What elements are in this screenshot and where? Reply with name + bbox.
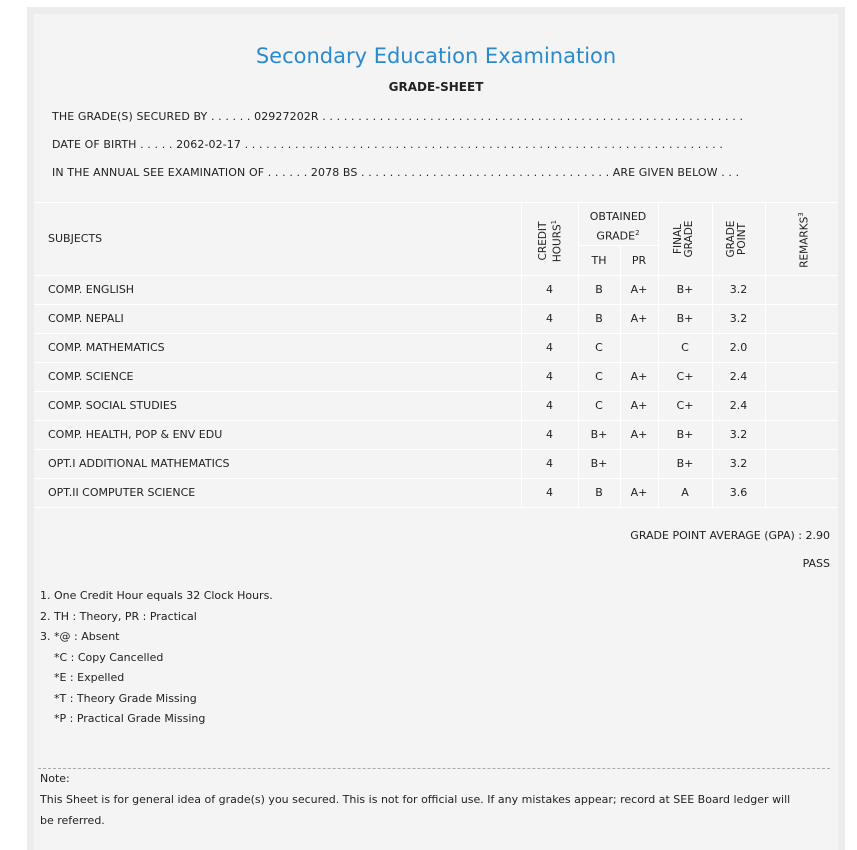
header-final-grade: FINAL GRADE: [672, 220, 695, 258]
cell-th: C: [595, 370, 603, 383]
cell-gp: 3.6: [729, 486, 748, 499]
footnote-line: *T : Theory Grade Missing: [40, 691, 197, 705]
row-border: [34, 420, 838, 421]
cell-credit: 4: [546, 370, 553, 383]
footnote-line: 3. *@ : Absent: [40, 630, 120, 643]
cell-gp: 2.0: [729, 341, 748, 354]
header-grade-point: GRADE POINT: [725, 220, 748, 258]
cell-final: A: [681, 486, 689, 499]
footnote-line: *E : Expelled: [40, 671, 125, 684]
cell-pr: A+: [630, 399, 648, 412]
note-line-2: be referred.: [40, 814, 105, 827]
cell-gp: 3.2: [729, 312, 748, 325]
cell-subject: OPT.I ADDITIONAL MATHEMATICS: [48, 457, 230, 470]
header-pr: PR: [631, 254, 647, 267]
note-line-1: This Sheet is for general idea of grade(s) you secured. This is not for official use. If any mistakes appear; record at SEE Board ledger will: [40, 793, 791, 806]
cell-subject: COMP. MATHEMATICS: [48, 341, 165, 354]
cell-th: B: [595, 486, 603, 499]
cell-final: B+: [676, 312, 694, 325]
footnote-line: 2. TH : Theory, PR : Practical: [40, 609, 197, 623]
cell-credit: 4: [546, 399, 553, 412]
cell-th: B+: [590, 428, 608, 441]
row-border: [34, 362, 838, 363]
exam-line: IN THE ANNUAL SEE EXAMINATION OF . . . . . . 2078 BS . . . . . . . . . . . . . . . . . . . . . . . . . . . . . . . . . . . ARE GIVEN BELOW . . .: [52, 166, 740, 179]
cell-pr: A+: [630, 283, 648, 296]
cell-credit: 4: [546, 457, 553, 470]
row-border: [34, 304, 838, 305]
obtained-grade-divider: [578, 245, 658, 246]
cell-gp: 2.4: [729, 370, 748, 383]
table-top-border: [34, 202, 838, 203]
gpa-text: GRADE POINT AVERAGE (GPA) : 2.90: [630, 529, 830, 542]
note-label: Note:: [40, 772, 70, 785]
header-credit-hours: CREDIT HOURS$^1$: [537, 219, 564, 263]
cell-th: B: [595, 283, 603, 296]
cell-final: B+: [676, 428, 694, 441]
secured-by-line: THE GRADE(S) SECURED BY . . . . . . 02927202R . . . . . . . . . . . . . . . . . . . . . . . . . . . . . . . . . . . . . . . . . . . . . . . . . . . . . . . . . . .: [52, 110, 744, 123]
cell-final: B+: [676, 457, 694, 470]
cell-subject: OPT.II COMPUTER SCIENCE: [48, 486, 196, 499]
note-separator: [38, 768, 830, 769]
cell-final: C: [681, 341, 689, 354]
row-border: [34, 391, 838, 392]
header-remarks: REMARKS$^3$: [797, 212, 811, 268]
cell-pr: A+: [630, 312, 648, 325]
footnote-line: *C : Copy Cancelled: [40, 650, 164, 664]
dob-line: DATE OF BIRTH . . . . . 2062-02-17 . . . . . . . . . . . . . . . . . . . . . . . . . . . . . . . . . . . . . . . . . . . . . . . . . . . . . . . . . . . . . . . . . . .: [52, 138, 723, 151]
result-text: PASS: [802, 557, 830, 570]
cell-subject: COMP. SOCIAL STUDIES: [48, 399, 177, 412]
cell-credit: 4: [546, 283, 553, 296]
cell-credit: 4: [546, 341, 553, 354]
header-obtained-grade: OBTAINED GRADE$^2$: [589, 210, 647, 243]
header-th: TH: [591, 254, 607, 267]
row-border: [34, 478, 838, 479]
cell-gp: 3.2: [729, 283, 748, 296]
cell-pr: A+: [630, 486, 648, 499]
cell-pr: A+: [630, 370, 648, 383]
cell-pr: A+: [630, 428, 648, 441]
cell-final: C+: [676, 399, 694, 412]
row-border: [34, 449, 838, 450]
cell-th: C: [595, 341, 603, 354]
cell-th: B+: [590, 457, 608, 470]
cell-subject: COMP. SCIENCE: [48, 370, 134, 383]
cell-gp: 3.2: [729, 428, 748, 441]
row-border: [34, 507, 838, 508]
row-border: [34, 333, 838, 334]
cell-gp: 2.4: [729, 399, 748, 412]
header-bottom-border: [34, 275, 838, 276]
cell-gp: 3.2: [729, 457, 748, 470]
cell-th: C: [595, 399, 603, 412]
footnote-line: 1. One Credit Hour equals 32 Clock Hours.: [40, 589, 273, 602]
header-subjects: SUBJECTS: [48, 232, 103, 245]
cell-th: B: [595, 312, 603, 325]
page-title: Secondary Education Examination: [255, 44, 617, 68]
cell-final: C+: [676, 370, 694, 383]
cell-subject: COMP. HEALTH, POP & ENV EDU: [48, 428, 223, 441]
cell-final: B+: [676, 283, 694, 296]
cell-credit: 4: [546, 312, 553, 325]
page-subtitle: GRADE-SHEET: [388, 80, 484, 94]
cell-subject: COMP. NEPALI: [48, 312, 124, 325]
footnote-line: *P : Practical Grade Missing: [40, 712, 206, 725]
cell-credit: 4: [546, 428, 553, 441]
col-divider: [765, 202, 766, 507]
cell-credit: 4: [546, 486, 553, 499]
cell-subject: COMP. ENGLISH: [48, 283, 135, 296]
